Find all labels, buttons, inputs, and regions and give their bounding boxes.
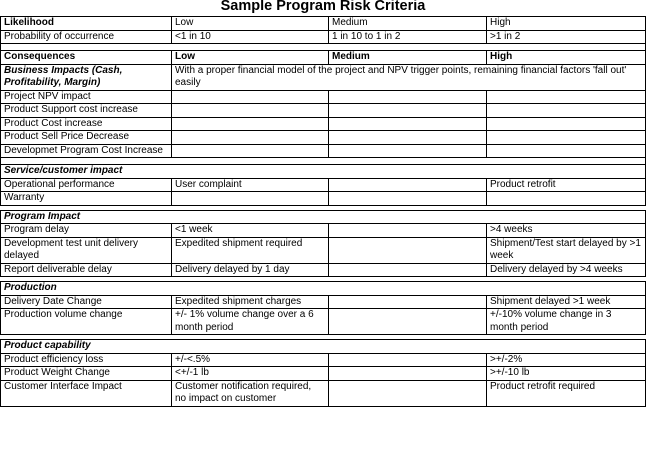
cell-low: Customer notification required, no impact on customer xyxy=(172,380,329,406)
row-label: Production volume change xyxy=(1,309,172,335)
cell-low xyxy=(172,131,329,145)
section-heading: Business Impacts (Cash, Profitability, Margin) xyxy=(1,64,172,90)
cell-medium xyxy=(329,353,487,367)
cell-medium xyxy=(329,224,487,238)
cell-high xyxy=(487,90,646,104)
table-row xyxy=(1,237,646,263)
cell-low: <+/-1 lb xyxy=(172,367,329,381)
consequences-label: Consequences xyxy=(1,51,172,65)
cell-high: >1 in 2 xyxy=(487,30,646,44)
capability-heading-row xyxy=(1,340,646,354)
cell-high: >+/-10 lb xyxy=(487,367,646,381)
cell-medium xyxy=(329,144,487,158)
cell-medium xyxy=(329,131,487,145)
consequences-level-low: Low xyxy=(172,51,329,65)
consequences-level-high: High xyxy=(487,51,646,65)
cell-low xyxy=(172,144,329,158)
table-row xyxy=(1,104,646,118)
program-heading-row xyxy=(1,210,646,224)
row-label: Development test unit delivery delayed xyxy=(1,237,172,263)
cell-low: +/-<.5% xyxy=(172,353,329,367)
cell-low: Delivery delayed by 1 day xyxy=(172,263,329,277)
cell-low xyxy=(172,104,329,118)
likelihood-header-row xyxy=(1,17,646,31)
cell-low: Expedited shipment required xyxy=(172,237,329,263)
table-row xyxy=(1,131,646,145)
section-heading: Program Impact xyxy=(1,210,646,224)
cell-high: >4 weeks xyxy=(487,224,646,238)
table-row xyxy=(1,224,646,238)
row-label: Product Support cost increase xyxy=(1,104,172,118)
business-note: With a proper financial model of the project and NPV trigger points, remaining financial factors 'fall out' easily xyxy=(172,64,646,90)
row-label: Product Cost increase xyxy=(1,117,172,131)
row-label: Report deliverable delay xyxy=(1,263,172,277)
cell-low: +/- 1% volume change over a 6 month period xyxy=(172,309,329,335)
cell-low: User complaint xyxy=(172,178,329,192)
table-row xyxy=(1,380,646,406)
cell-low xyxy=(172,117,329,131)
cell-medium xyxy=(329,104,487,118)
cell-high: +/-10% volume change in 3 month period xyxy=(487,309,646,335)
cell-medium xyxy=(329,263,487,277)
cell-medium xyxy=(329,90,487,104)
spacer-row xyxy=(1,44,646,51)
cell-low: <1 in 10 xyxy=(172,30,329,44)
table-row xyxy=(1,178,646,192)
consequences-level-medium: Medium xyxy=(329,51,487,65)
cell-low xyxy=(172,90,329,104)
section-heading: Product capability xyxy=(1,340,646,354)
row-label: Product Weight Change xyxy=(1,367,172,381)
row-label: Customer Interface Impact xyxy=(1,380,172,406)
cell-high xyxy=(487,104,646,118)
table-row xyxy=(1,117,646,131)
row-label: Developmet Program Cost Increase xyxy=(1,144,172,158)
cell-medium xyxy=(329,178,487,192)
consequences-header-row xyxy=(1,51,646,65)
row-label: Delivery Date Change xyxy=(1,295,172,309)
cell-medium xyxy=(329,367,487,381)
table-row xyxy=(1,30,646,44)
row-label: Warranty xyxy=(1,192,172,206)
row-label: Program delay xyxy=(1,224,172,238)
likelihood-label: Likelihood xyxy=(1,17,172,31)
cell-high: Product retrofit xyxy=(487,178,646,192)
likelihood-level-low: Low xyxy=(172,17,329,31)
table-row xyxy=(1,309,646,335)
cell-high: Product retrofit required xyxy=(487,380,646,406)
cell-high: >+/-2% xyxy=(487,353,646,367)
table-row xyxy=(1,263,646,277)
row-label: Project NPV impact xyxy=(1,90,172,104)
page-title: Sample Program Risk Criteria xyxy=(220,0,426,14)
cell-high xyxy=(487,192,646,206)
production-heading-row xyxy=(1,282,646,296)
cell-high: Shipment/Test start delayed by >1 week xyxy=(487,237,646,263)
cell-medium xyxy=(329,309,487,335)
table-row xyxy=(1,192,646,206)
table-row xyxy=(1,295,646,309)
cell-high xyxy=(487,131,646,145)
spacer xyxy=(1,158,646,165)
likelihood-level-medium: Medium xyxy=(329,17,487,31)
cell-high xyxy=(487,144,646,158)
likelihood-level-high: High xyxy=(487,17,646,31)
cell-high: Delivery delayed by >4 weeks xyxy=(487,263,646,277)
row-label: Product efficiency loss xyxy=(1,353,172,367)
cell-high xyxy=(487,117,646,131)
table-row xyxy=(1,367,646,381)
cell-medium xyxy=(329,380,487,406)
row-label: Probability of occurrence xyxy=(1,30,172,44)
cell-medium xyxy=(329,192,487,206)
cell-medium xyxy=(329,237,487,263)
table-row xyxy=(1,90,646,104)
cell-low: <1 week xyxy=(172,224,329,238)
cell-low xyxy=(172,192,329,206)
cell-medium xyxy=(329,117,487,131)
cell-high: Shipment delayed >1 week xyxy=(487,295,646,309)
risk-criteria-table xyxy=(0,16,646,407)
cell-medium xyxy=(329,295,487,309)
table-row xyxy=(1,353,646,367)
table-row xyxy=(1,144,646,158)
section-heading: Production xyxy=(1,282,646,296)
spacer xyxy=(1,44,646,51)
row-label: Operational performance xyxy=(1,178,172,192)
business-heading-row xyxy=(1,64,646,90)
cell-low: Expedited shipment charges xyxy=(172,295,329,309)
service-heading-row xyxy=(1,165,646,179)
section-heading: Service/customer impact xyxy=(1,165,646,179)
row-label: Product Sell Price Decrease xyxy=(1,131,172,145)
cell-medium: 1 in 10 to 1 in 2 xyxy=(329,30,487,44)
spacer-row xyxy=(1,158,646,165)
